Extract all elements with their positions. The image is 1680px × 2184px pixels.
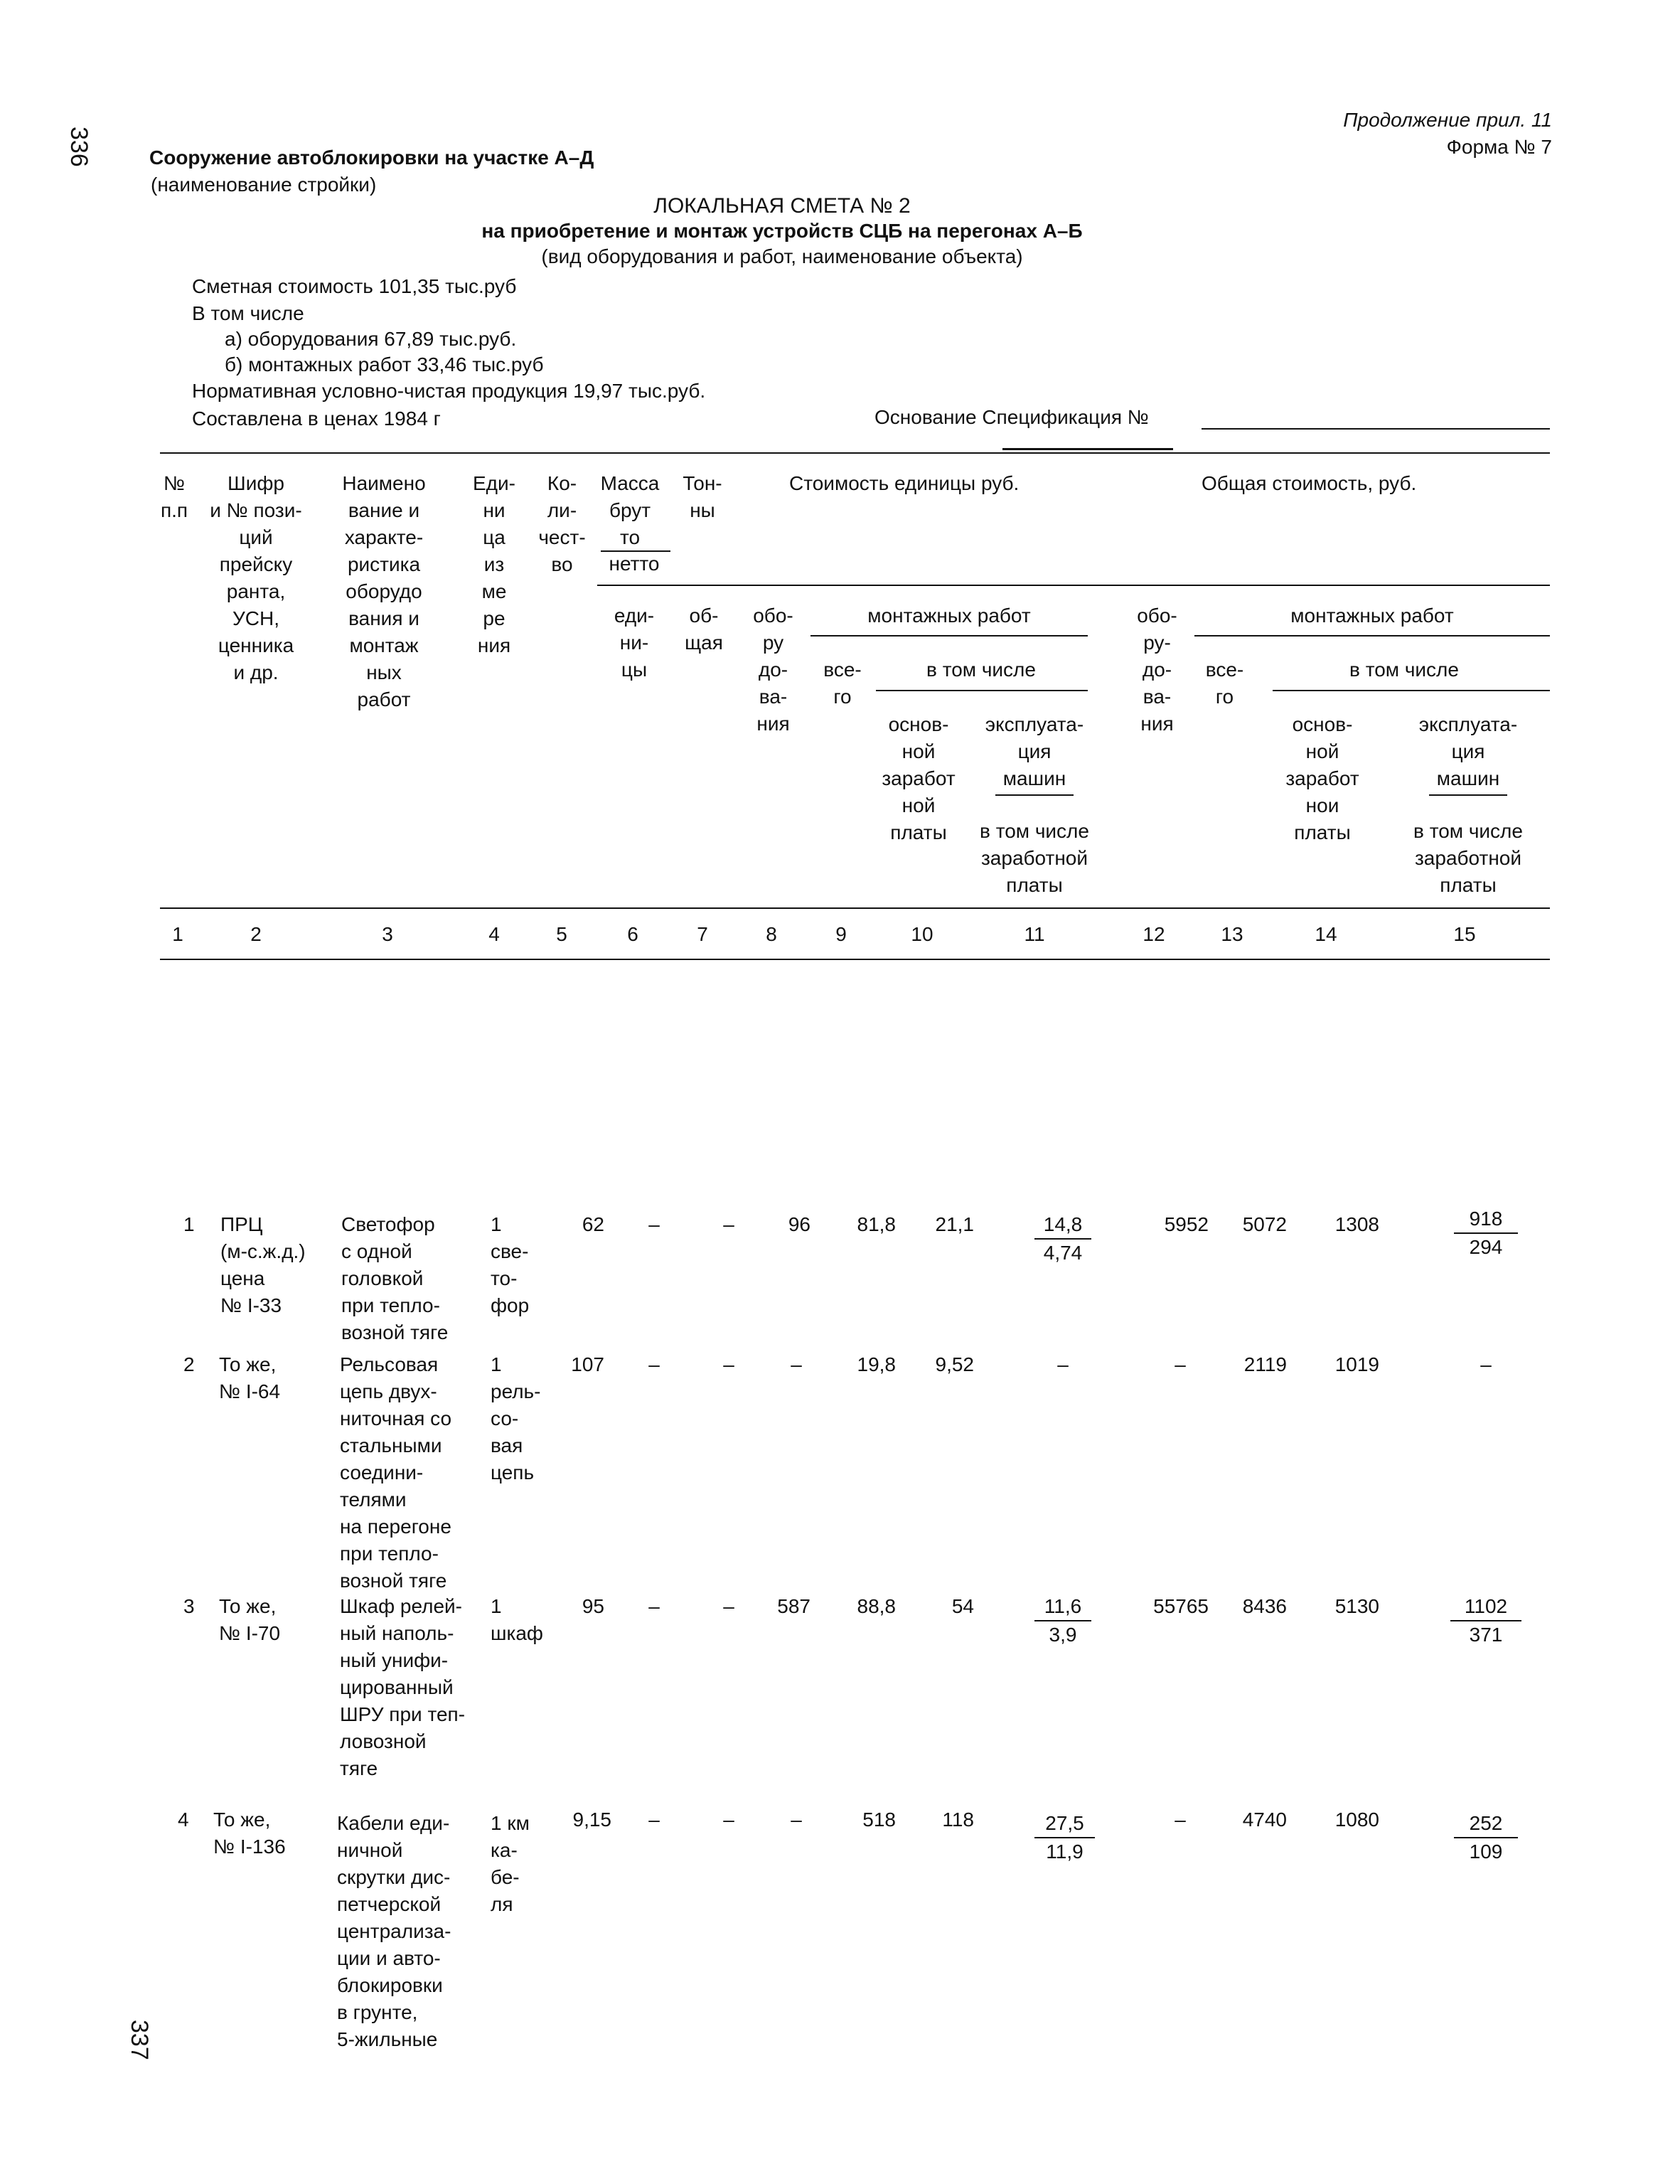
row-2-c14: 1019 — [1334, 1353, 1379, 1375]
column-number: 7 — [697, 923, 708, 945]
row-1-c13: 5072 — [1242, 1213, 1287, 1235]
header-unit: Еди- ни ца из ме ре ния — [473, 472, 515, 656]
column-number: 12 — [1143, 923, 1165, 945]
row-3-c8: 587 — [777, 1595, 810, 1617]
mount-unit-rule — [810, 635, 1088, 636]
row-3-c11-num: 11,6 — [1034, 1593, 1091, 1621]
row-4-name: Кабели еди- ничной скрутки дис- петчерской централиза- ции и авто- блокировки в грунте, 5-жильные — [337, 1812, 451, 2050]
header-name: Наимено вание и характе- ристика оборудо вания и монтаж ных работ — [342, 472, 426, 710]
column-number: 8 — [766, 923, 777, 945]
header-netto: нетто — [609, 553, 660, 575]
row-3-c9: 88,8 — [857, 1595, 896, 1617]
header-num: № п.п — [160, 472, 188, 521]
page-number-left: 336 — [65, 127, 92, 167]
row-1-c9: 81,8 — [857, 1213, 896, 1235]
row-3-c14: 5130 — [1334, 1595, 1379, 1617]
row-2-code: То же, № I-64 — [219, 1353, 281, 1402]
numbers-bottom-rule — [160, 959, 1550, 960]
row-1-c14: 1308 — [1334, 1213, 1379, 1235]
mount-unit-incl-rule — [876, 690, 1088, 691]
row-1-code: ПРЦ (м-с.ж.д.) цена № I-33 — [220, 1213, 306, 1316]
header-base-salary-total: основ- ной заработ нои платы — [1285, 713, 1359, 843]
row-1-c11-den: 4,74 — [1043, 1242, 1083, 1264]
row-3-name: Шкаф релей- ный наполь- ный унифи- цированный ШРУ при теп- ловозной тяге — [340, 1595, 466, 1779]
row-3-c7: – — [723, 1595, 734, 1617]
header-unit-cost: Стоимость единицы руб. — [789, 472, 1020, 494]
column-number: 5 — [556, 923, 567, 945]
row-2-c13: 2119 — [1243, 1353, 1287, 1375]
row-2-c15: – — [1480, 1353, 1492, 1375]
row-3-c15-num: 1102 — [1450, 1593, 1521, 1621]
page-title: ЛОКАЛЬНАЯ СМЕТА № 2 — [653, 194, 911, 218]
row-1-c7: – — [723, 1213, 734, 1235]
row-4-c11-den: 11,9 — [1046, 1841, 1084, 1863]
row-1-c15-den: 294 — [1469, 1236, 1503, 1258]
row-3-c10: 54 — [951, 1595, 974, 1617]
header-machine-salary-total: в том числе заработной платы — [1413, 820, 1523, 896]
continuation-note: Продолжение прил. 11 — [1343, 109, 1552, 131]
column-number: 6 — [627, 923, 638, 945]
row-3-c11 — [1034, 1593, 1091, 1648]
header-mount-unit-incl: в том числе — [926, 659, 1036, 681]
row-2-c11: – — [1057, 1353, 1069, 1375]
row-3-c13: 8436 — [1242, 1595, 1287, 1617]
row-3-num: 3 — [183, 1595, 195, 1617]
row-1-c11 — [1034, 1211, 1091, 1267]
row-4-c9: 518 — [862, 1809, 896, 1831]
row-3-c15 — [1450, 1593, 1521, 1648]
column-number: 2 — [250, 923, 262, 945]
header-mount-total-sum: все- го — [1205, 659, 1244, 708]
summary-line: Нормативная условно-чистая продукция 19,97 тыс.руб. — [192, 380, 706, 402]
row-4-c8: – — [791, 1809, 802, 1831]
row-4-unit: 1 км ка- бе- ля — [491, 1812, 530, 1915]
column-number: 3 — [382, 923, 393, 945]
row-3-c6: – — [648, 1595, 660, 1617]
column-number: 10 — [911, 923, 933, 945]
header-mass: Масса брут то — [600, 472, 660, 548]
row-3-c11-den: 3,9 — [1049, 1624, 1077, 1646]
row-1-qty: 62 — [582, 1213, 604, 1235]
header-machine-use: эксплуата- ция машин — [985, 713, 1084, 789]
row-2-c9: 19,8 — [857, 1353, 896, 1375]
column-number: 13 — [1221, 923, 1243, 945]
header-equip-unit: обо- ру до- ва- ния — [753, 604, 793, 735]
row-2-name: Рельсовая цепь двух- ниточная со стальными соедини- телями на перегоне при тепло- возной тяге — [340, 1353, 452, 1592]
row-1-c10: 21,1 — [935, 1213, 974, 1235]
summary-line: Составлена в ценах 1984 г — [192, 407, 441, 430]
row-3-code: То же, № I-70 — [219, 1595, 281, 1644]
header-mount-total: монтажных работ — [1290, 604, 1454, 627]
row-3-qty: 95 — [582, 1595, 604, 1617]
row-4-c13: 4740 — [1242, 1809, 1287, 1831]
column-number: 9 — [835, 923, 847, 945]
row-1-c11-num: 14,8 — [1034, 1211, 1091, 1240]
row-2-num: 2 — [183, 1353, 195, 1375]
basis-label: Основание Спецификация № — [874, 406, 1149, 428]
row-1-c15-num: 918 — [1454, 1205, 1518, 1234]
basis-underline — [1202, 428, 1550, 430]
header-mount-unit-total: все- го — [823, 659, 862, 708]
table-top-rule-accent — [1002, 448, 1173, 450]
row-1-c12: 5952 — [1164, 1213, 1209, 1235]
row-4-c15 — [1454, 1810, 1518, 1865]
table-top-rule — [160, 452, 1550, 454]
row-2-c6: – — [648, 1353, 660, 1375]
row-1-num: 1 — [183, 1213, 195, 1235]
summary-line: б) монтажных работ 33,46 тыс.руб — [225, 353, 544, 375]
row-1-unit: 1 све- то- фор — [491, 1213, 530, 1316]
row-2-c10: 9,52 — [935, 1353, 974, 1375]
row-4-c11 — [1034, 1810, 1095, 1865]
header-mass-unit: еди- ни- цы — [614, 604, 655, 681]
row-4-c14: 1080 — [1334, 1809, 1379, 1831]
row-4-c7: – — [723, 1809, 734, 1831]
row-4-qty: 9,15 — [572, 1809, 611, 1831]
row-1-c15 — [1454, 1205, 1518, 1261]
row-2-c8: – — [791, 1353, 802, 1375]
header-code: Шифр и № пози- ций прейску ранта, УСН, ценника и др. — [210, 472, 302, 683]
row-2-unit: 1 рель- со- вая цепь — [491, 1353, 541, 1483]
row-3-c15-den: 371 — [1469, 1624, 1503, 1646]
header-base-salary: основ- ной заработ ной платы — [882, 713, 956, 843]
row-2-c7: – — [723, 1353, 734, 1375]
row-1-c6: – — [648, 1213, 660, 1235]
form-number: Форма № 7 — [1446, 136, 1552, 158]
row-3-unit: 1 шкаф — [491, 1595, 543, 1644]
row-2-qty: 107 — [571, 1353, 604, 1375]
row-1-name: Светофор с одной головкой при тепло- возной тяге — [341, 1213, 449, 1343]
summary-line: а) оборудования 67,89 тыс.руб. — [225, 328, 517, 350]
header-qty: Ко- ли- чест- во — [538, 472, 586, 575]
row-1-c8: 96 — [788, 1213, 810, 1235]
row-4-code: То же, № I-136 — [213, 1809, 286, 1858]
row-4-c15-num: 252 — [1454, 1810, 1518, 1838]
header-total-cost: Общая стоимость, руб. — [1202, 472, 1417, 494]
row-4-c6: – — [648, 1809, 660, 1831]
header-mount-unit: монтажных работ — [867, 604, 1031, 627]
header-tons: Тон- ны — [683, 472, 722, 521]
header-machine-salary: в том числе заработной платы — [980, 820, 1089, 896]
machine-use-total-rule — [1429, 794, 1507, 796]
subtitle-caption: (вид оборудования и работ, наименование объекта) — [541, 245, 1023, 267]
header-machine-use-total: эксплуата- ция машин — [1418, 713, 1518, 789]
row-4-c10: 118 — [942, 1809, 974, 1831]
header-mount-total-incl: в том числе — [1349, 659, 1459, 681]
machine-use-rule — [995, 794, 1074, 796]
header-mass-total: об- щая — [685, 604, 723, 654]
column-number: 4 — [488, 923, 500, 945]
mount-total-incl-rule — [1273, 690, 1550, 691]
construction-caption: (наименование стройки) — [151, 174, 377, 196]
column-number: 1 — [172, 923, 183, 945]
page-number-right: 337 — [126, 2020, 153, 2060]
row-3-c12: 55765 — [1153, 1595, 1209, 1617]
row-4-c12: – — [1175, 1809, 1186, 1831]
header-equip-total: обо- ру- до- ва- ния — [1137, 604, 1177, 735]
row-4-c15-den: 109 — [1469, 1841, 1503, 1863]
mount-total-rule — [1194, 635, 1550, 636]
row-4-num: 4 — [178, 1809, 189, 1831]
header-bottom-rule — [160, 907, 1550, 909]
column-number: 15 — [1453, 923, 1476, 945]
page-subtitle: на приобретение и монтаж устройств СЦБ на перегонах А–Б — [481, 220, 1083, 242]
construction-name: Сооружение автоблокировки на участке А–Д — [149, 147, 594, 169]
column-number: 14 — [1315, 923, 1337, 945]
summary-line: Сметная стоимость 101,35 тыс.руб — [192, 275, 517, 297]
summary-line: В том числе — [192, 302, 304, 324]
header-rule-2 — [597, 585, 1550, 586]
column-number: 11 — [1024, 923, 1045, 945]
row-4-c11-num: 27,5 — [1034, 1810, 1095, 1838]
row-2-c12: – — [1175, 1353, 1186, 1375]
